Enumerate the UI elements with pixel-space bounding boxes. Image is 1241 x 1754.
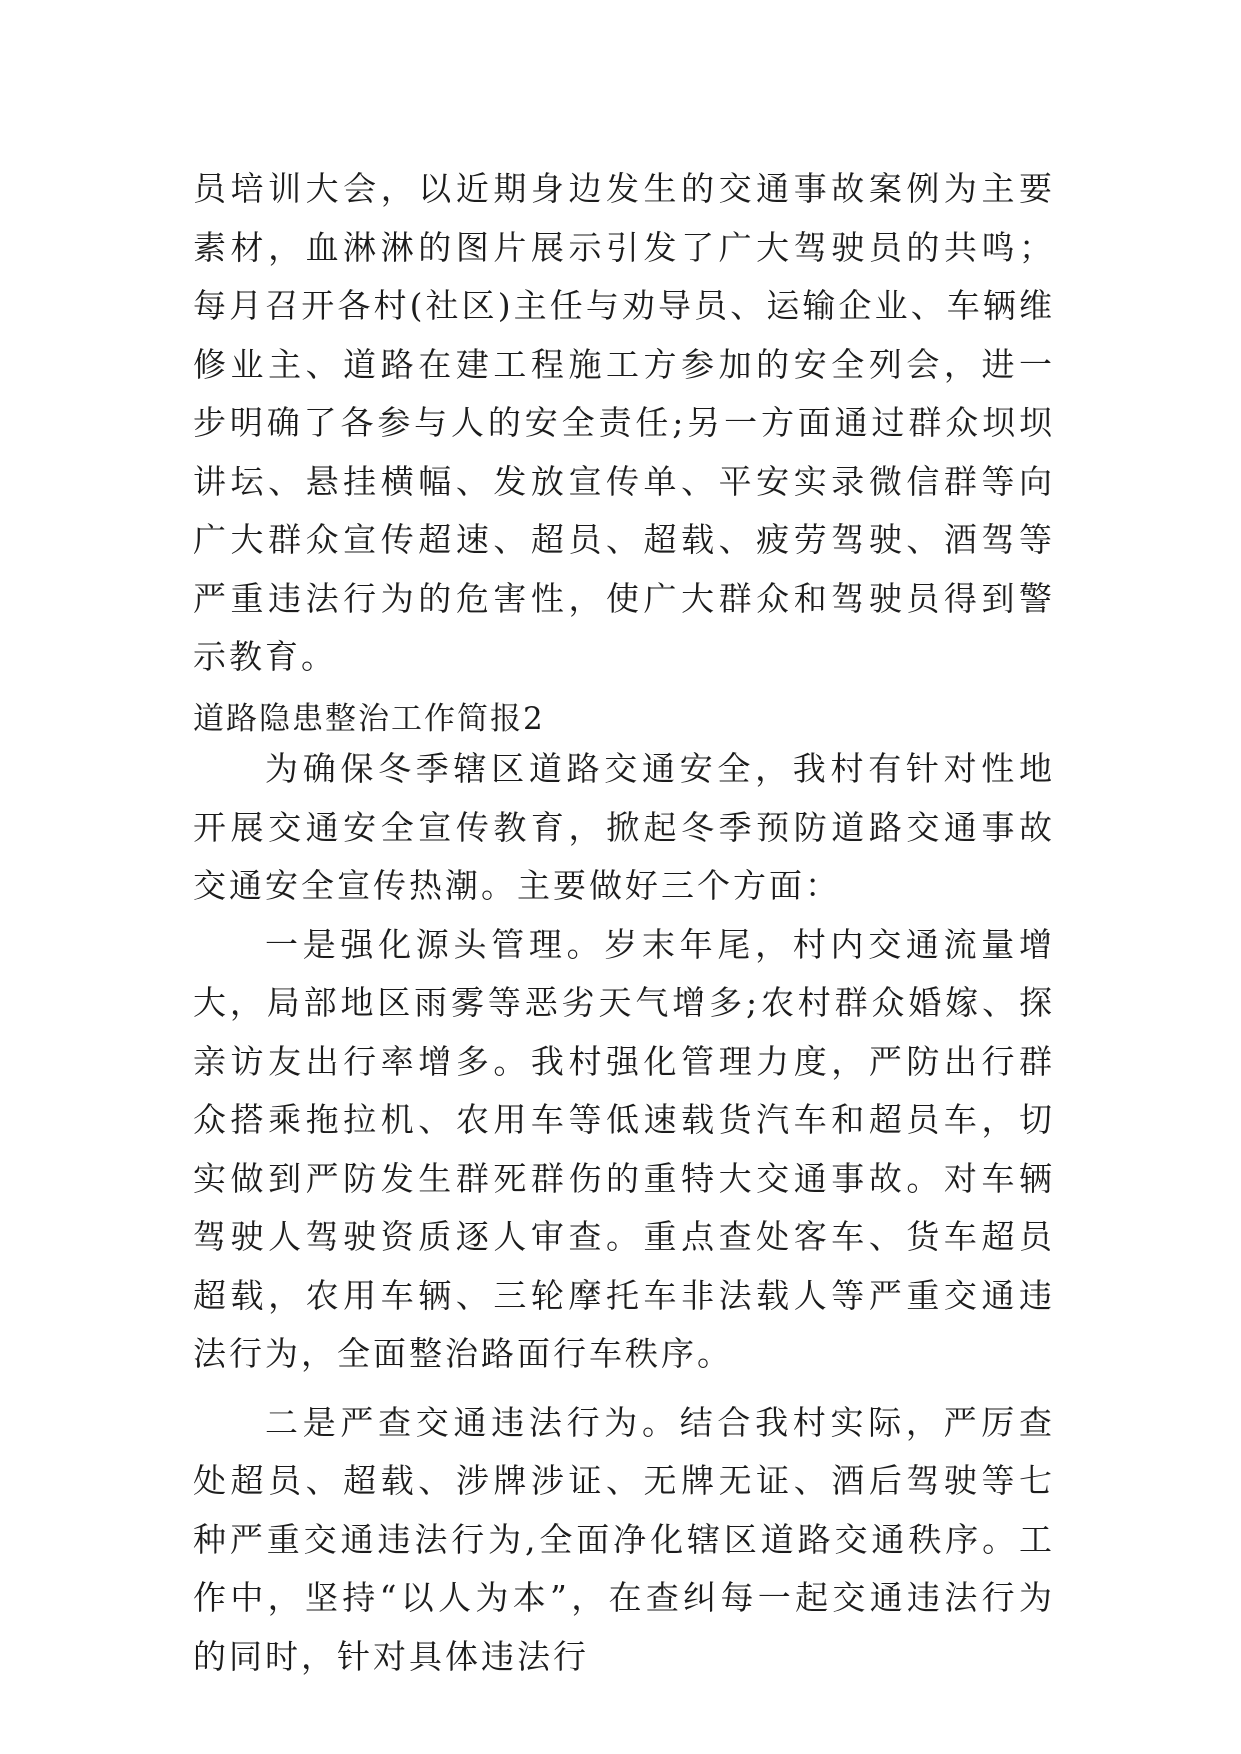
intro-section — [193, 160, 1055, 687]
section-title: 道路隐患整治工作简报2 — [193, 701, 545, 737]
section-body — [193, 740, 1055, 1686]
intro-paragraph: 员培训大会，以近期身边发生的交通事故案例为主要素材，血淋淋的图片展示引发了广大驾驶员的共鸣；每月召开各村(社区)主任与劝导员、运输企业、车辆维修业主、道路在建工程施工方参加的安全列会，进一步明确了各参与人的安全责任;另一方面通过群众坝坝讲坛、悬挂横幅、发放宣传单、平安实录微信群等向广大群众宣传超速、超员、超载、疲劳驾驶、酒驾等严重违法行为的危害性，使广大群众和驾驶员得到警示教育。 — [193, 169, 1055, 676]
paragraph-violation-enforcement: 二是严查交通违法行为。结合我村实际，严厉查处超员、超载、涉牌涉证、无牌无证、酒后驾驶等七种严重交通违法行为,全面净化辖区道路交通秩序。工作中，坚持“以人为本”，在查纠每一起交通违法行为的同时，针对具体违法行 — [193, 1402, 1055, 1676]
paragraph-source-management: 一是强化源头管理。岁末年尾，村内交通流量增大，局部地区雨雾等恶劣天气增多;农村群众婚嫁、探亲访友出行率增多。我村强化管理力度，严防出行群众搭乘拖拉机、农用车等低速载货汽车和超员车，切实做到严防发生群死群伤的重特大交通事故。对车辆驾驶人驾驶资质逐人审查。重点查处客车、货车超员超载，农用车辆、三轮摩托车非法载人等严重交通违法行为，全面整治路面行车秩序。 — [193, 924, 1055, 1373]
paragraph-overview: 为确保冬季辖区道路交通安全，我村有针对性地开展交通安全宣传教育，掀起冬季预防道路交通事故交通安全宣传热潮。主要做好三个方面： — [193, 749, 1055, 905]
